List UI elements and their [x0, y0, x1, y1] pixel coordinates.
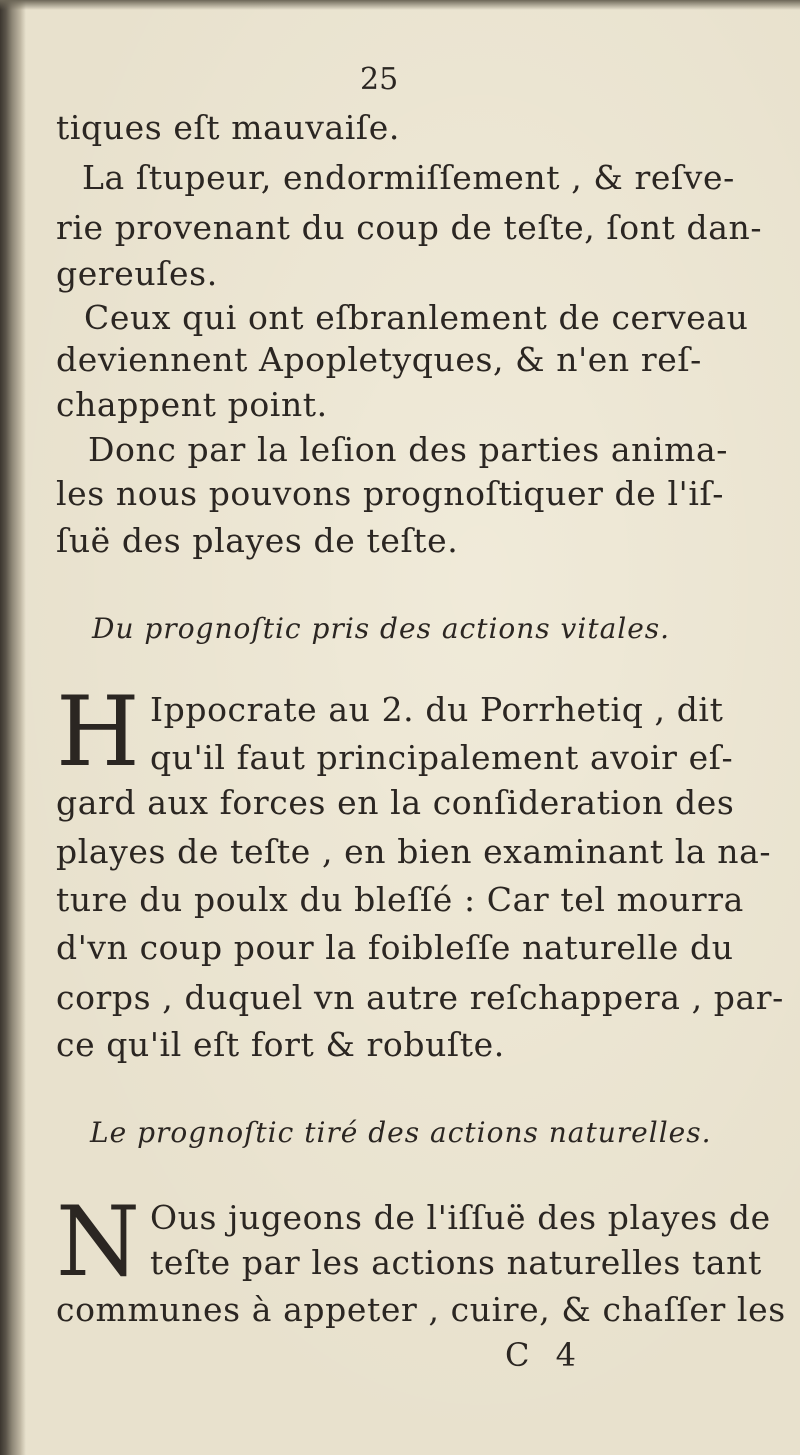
section-heading: Du prognoſtic pris des actions vitales.	[92, 612, 671, 645]
text-line: tiques eſt mauvaiſe.	[56, 108, 400, 147]
text-line: ture du poulx du bleſſé : Car tel mourra	[56, 880, 744, 919]
text-line: rie provenant du coup de teſte, ſont dan-	[56, 208, 763, 247]
section-heading: Le prognoſtic tiré des actions naturelles.	[90, 1116, 712, 1149]
text-line: les nous pouvons prognoſtiquer de l'iſ-	[56, 474, 725, 513]
drop-cap: H	[56, 676, 140, 788]
text-line: gard aux forces en la conſideration des	[56, 783, 735, 822]
book-spine-shadow	[0, 0, 26, 1455]
text-line: d'vn coup pour la foibleſſe naturelle du	[56, 928, 734, 967]
text-line: Ceux qui ont eſbranlement de cerveau	[84, 298, 749, 337]
text-line: ce qu'il eſt fort & robuſte.	[56, 1025, 505, 1064]
text-line: Ous jugeons de l'iſſuë des playes de	[150, 1198, 771, 1237]
text-line: ſuë des playes de teſte.	[56, 521, 459, 560]
text-line: qu'il faut principalement avoir eſ-	[150, 738, 734, 777]
text-line: La ſtupeur, endormiſſement , & reſve-	[82, 158, 735, 197]
page-number: 25	[360, 62, 399, 97]
text-line: playes de teſte , en bien examinant la na-	[56, 832, 772, 871]
text-line: teſte par les actions naturelles tant	[150, 1243, 762, 1282]
text-line: chappent point.	[56, 385, 328, 424]
text-line: communes à appeter , cuire, & chaſſer les	[56, 1290, 786, 1329]
signature-mark: C 4	[505, 1336, 585, 1374]
text-line: Ippocrate au 2. du Porrhetiq , dit	[150, 690, 724, 729]
text-line: corps , duquel vn autre reſchappera , par-	[56, 978, 784, 1017]
text-line: gereuſes.	[56, 254, 218, 293]
text-line: deviennent Apopletyques, & n'en reſ-	[56, 340, 702, 379]
drop-cap: N	[56, 1186, 140, 1298]
page-top-edge	[0, 0, 800, 10]
text-line: Donc par la leſion des parties anima-	[88, 430, 729, 469]
